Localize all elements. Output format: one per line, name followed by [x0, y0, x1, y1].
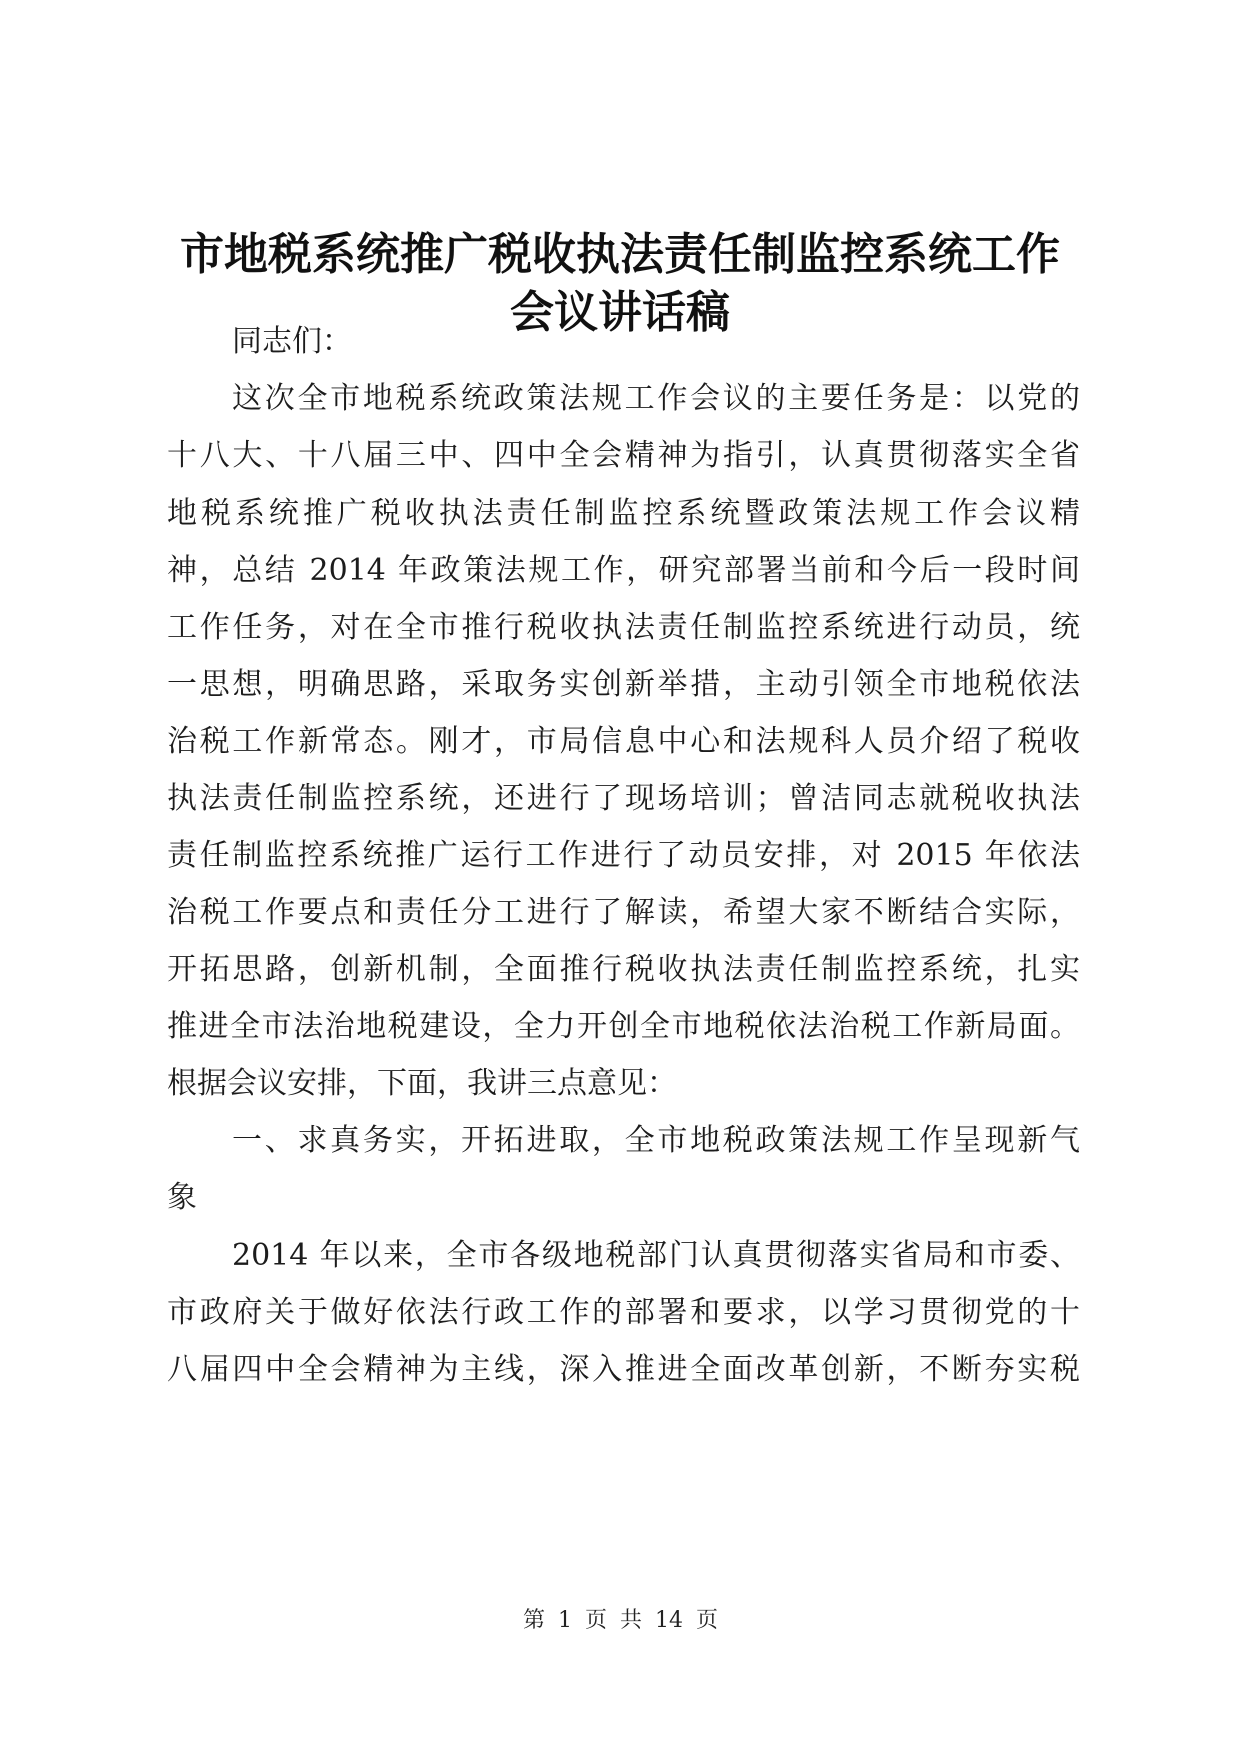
body-line: 八届四中全会精神为主线，深入推进全面改革创新，不断夯实税: [167, 1352, 1080, 1387]
body-line: 一思想，明确思路，采取务实创新举措，主动引领全市地税依法: [167, 667, 1080, 702]
document-title-line-2: 会议讲话稿: [510, 287, 730, 338]
body-line: 开拓思路，创新机制，全面推行税收执法责任制监控系统，扎实: [167, 952, 1080, 987]
body-line: 治税工作新常态。刚才，市局信息中心和法规科人员介绍了税收: [167, 724, 1080, 759]
body-line: 治税工作要点和责任分工进行了解读，希望大家不断结合实际，: [167, 895, 1080, 930]
body-line: 十八大、十八届三中、四中全会精神为指引，认真贯彻落实全省: [167, 438, 1080, 473]
section-heading-line: 一、求真务实，开拓进取，全市地税政策法规工作呈现新气: [232, 1123, 1080, 1158]
page-number-footer: 第 1 页 共 14 页: [523, 1608, 718, 1633]
document-title-line-1: 市地税系统推广税收执法责任制监控系统工作: [180, 229, 1060, 280]
body-line: 这次全市地税系统政策法规工作会议的主要任务是：以党的: [232, 381, 1080, 416]
body-line: 根据会议安排，下面，我讲三点意见：: [167, 1066, 677, 1101]
body-line: 市政府关于做好依法行政工作的部署和要求，以学习贯彻党的十: [167, 1295, 1080, 1330]
section-heading-line: 象: [167, 1180, 197, 1215]
salutation: 同志们：: [232, 324, 352, 359]
body-line: 执法责任制监控系统，还进行了现场培训；曾洁同志就税收执法: [167, 781, 1080, 816]
body-line: 推进全市法治地税建设，全力开创全市地税依法治税工作新局面。: [167, 1009, 1080, 1044]
body-line: 2014 年以来，全市各级地税部门认真贯彻落实省局和市委、: [232, 1238, 1080, 1273]
body-line: 地税系统推广税收执法责任制监控系统暨政策法规工作会议精: [167, 496, 1080, 531]
body-line: 工作任务，对在全市推行税收执法责任制监控系统进行动员，统: [167, 610, 1080, 645]
body-line: 责任制监控系统推广运行工作进行了动员安排，对 2015 年依法: [167, 838, 1080, 873]
body-line: 神，总结 2014 年政策法规工作，研究部署当前和今后一段时间: [167, 553, 1080, 588]
